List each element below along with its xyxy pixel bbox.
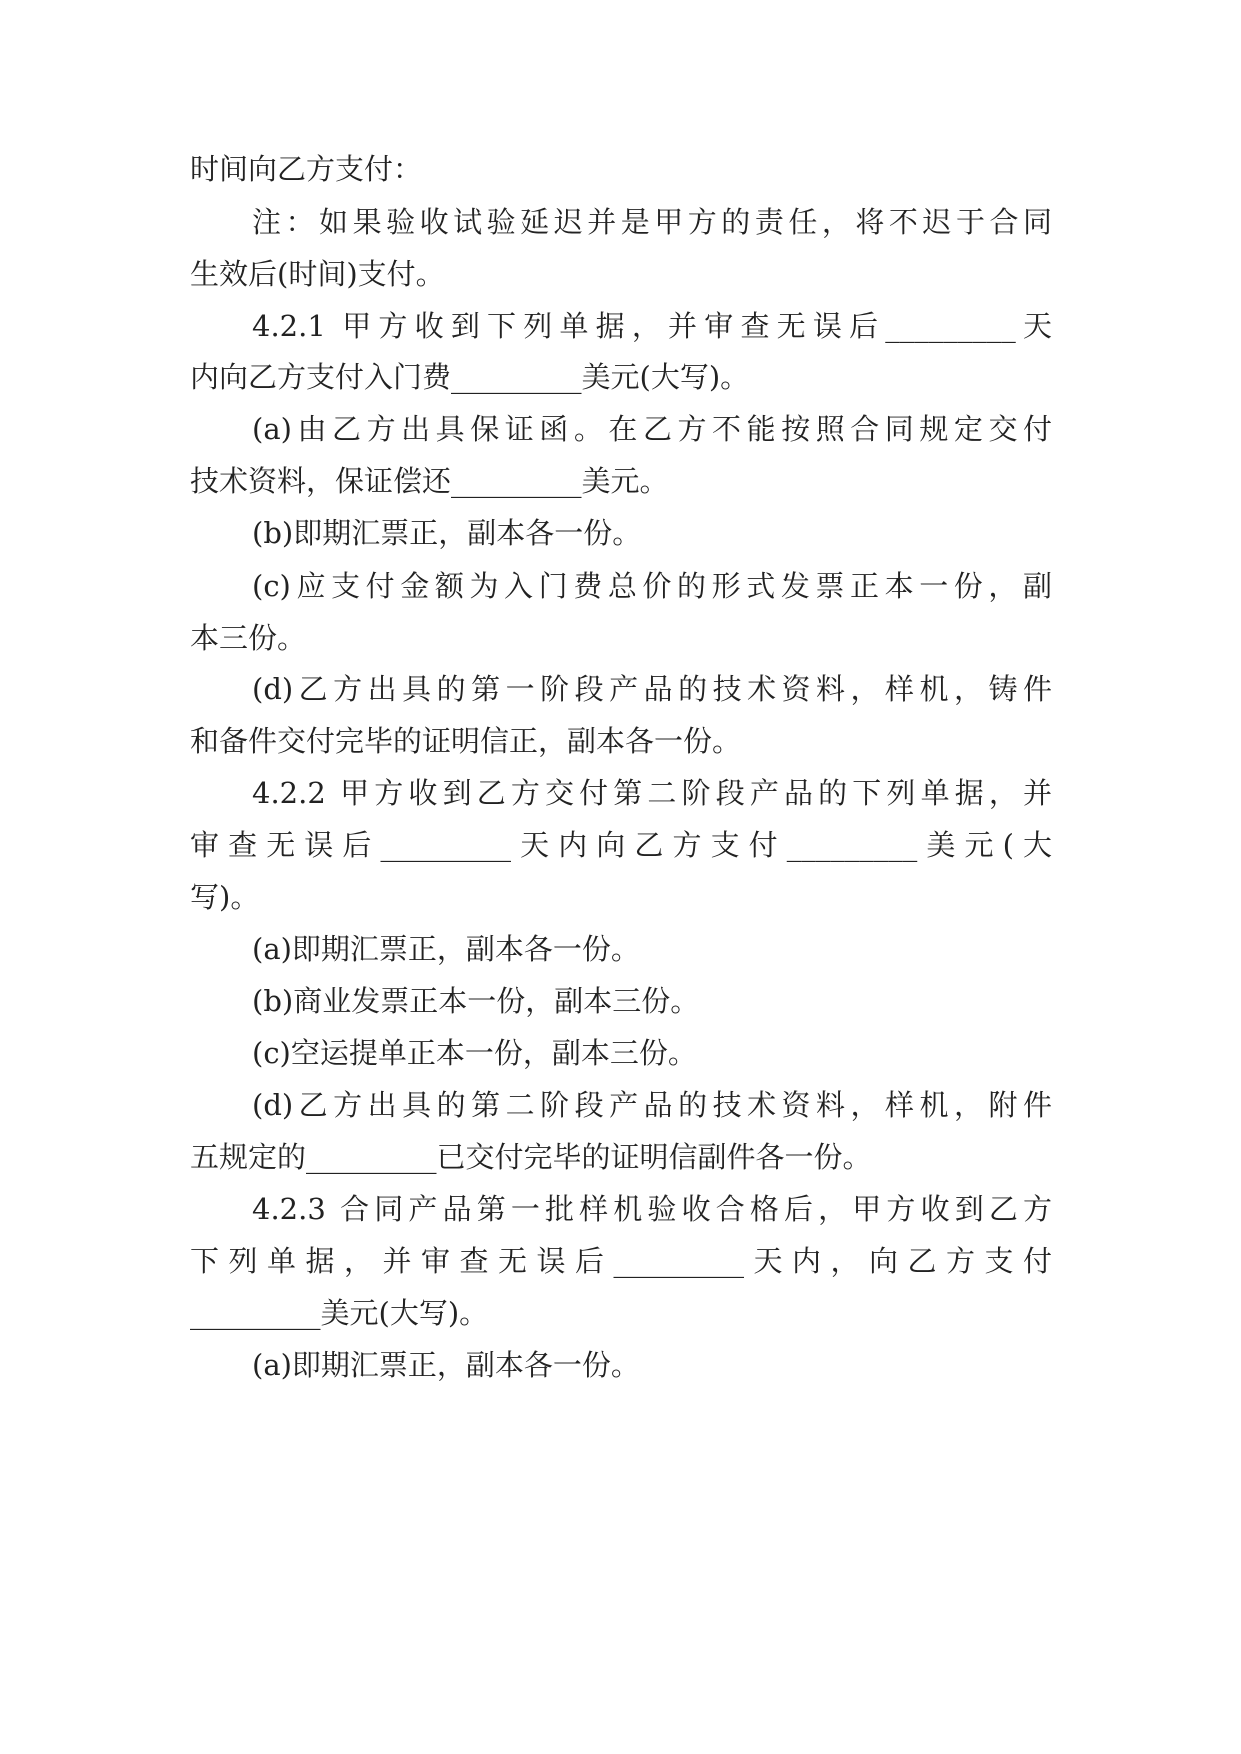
text-line: (a)由乙方出具保证函。在乙方不能按照合同规定交付 [252, 412, 1052, 446]
text-line: 下列单据，并审查无误后_________天内，向乙方支付 [190, 1244, 1052, 1278]
text-line: _________美元(大写)。 [190, 1296, 489, 1330]
text-line: (b)即期汇票正，副本各一份。 [252, 516, 642, 550]
text-line: 和备件交付完毕的证明信正，副本各一份。 [190, 724, 742, 758]
text-line: 内向乙方支付入门费_________美元(大写)。 [190, 360, 750, 394]
text-line: 4.2.3 合同产品第一批样机验收合格后，甲方收到乙方 [252, 1192, 1052, 1226]
text-line: 时间向乙方支付： [190, 152, 423, 186]
text-line: 生效后(时间)支付。 [190, 257, 445, 291]
text-line: (d)乙方出具的第一阶段产品的技术资料，样机，铸件 [252, 672, 1052, 706]
text-line: (a)即期汇票正，副本各一份。 [252, 932, 640, 966]
text-line: 写)。 [190, 880, 260, 914]
text-line: 技术资料，保证偿还_________美元。 [190, 464, 669, 498]
text-line: 注：如果验收试验延迟并是甲方的责任，将不迟于合同 [252, 205, 1052, 239]
text-line: 4.2.1 甲方收到下列单据，并审查无误后_________天 [252, 309, 1052, 343]
text-line: (d)乙方出具的第二阶段产品的技术资料，样机，附件 [252, 1088, 1052, 1122]
text-line: 本三份。 [190, 621, 307, 655]
text-line: (c)空运提单正本一份，副本三份。 [252, 1036, 697, 1070]
text-line: (c)应支付金额为入门费总价的形式发票正本一份，副 [252, 569, 1052, 603]
text-line: 4.2.2 甲方收到乙方交付第二阶段产品的下列单据，并 [252, 776, 1052, 810]
text-line: 审查无误后_________天内向乙方支付_________美元(大 [190, 828, 1052, 862]
text-line: 五规定的_________已交付完毕的证明信副件各一份。 [190, 1140, 872, 1174]
text-line: (b)商业发票正本一份，副本三份。 [252, 984, 700, 1018]
text-line: (a)即期汇票正，副本各一份。 [252, 1348, 640, 1382]
